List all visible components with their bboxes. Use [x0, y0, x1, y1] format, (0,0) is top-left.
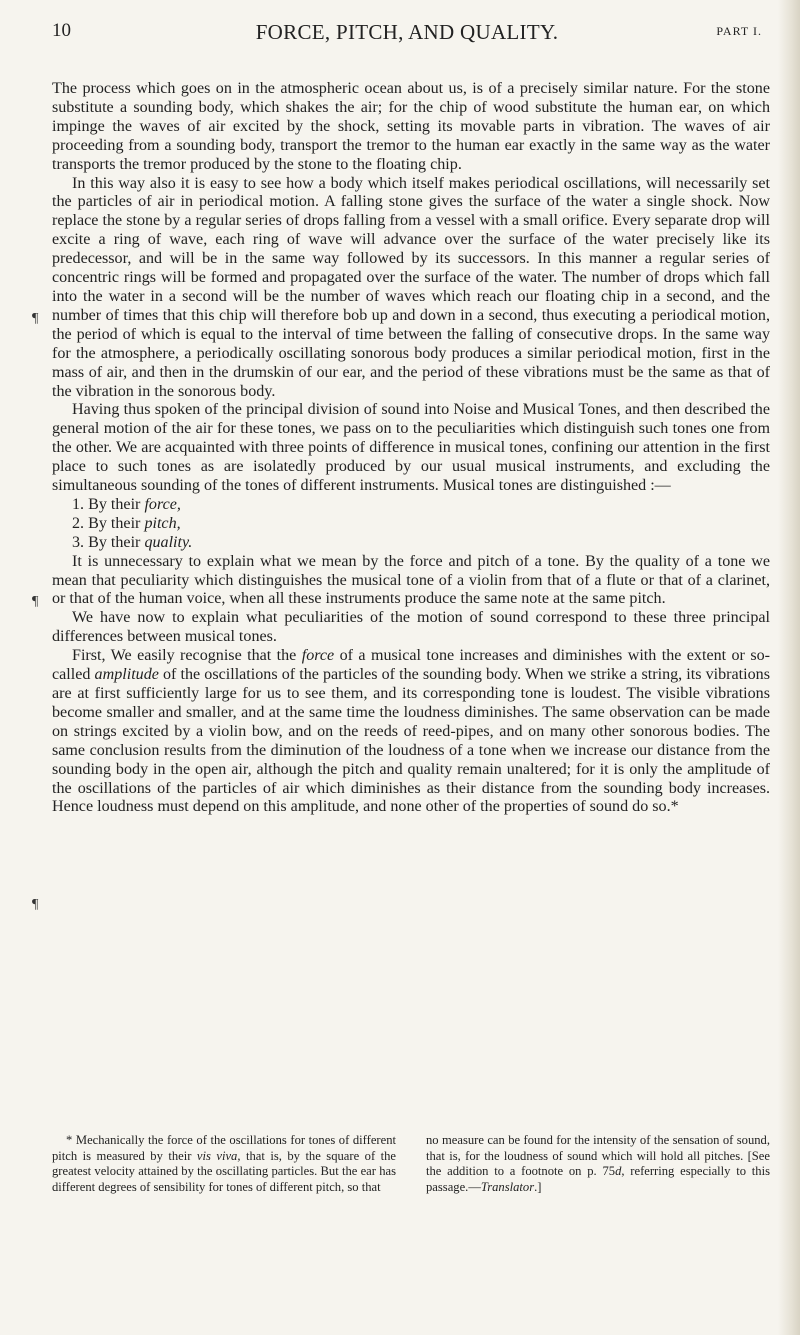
text-run: First, We easily recognise that the — [72, 647, 302, 665]
text-run: that is, by the square of the greatest velocity attained by the oscillating particles. But the ear has different degrees of sensibility for tones of different pitch, so that — [52, 1148, 397, 1194]
footnote — [52, 1133, 396, 1195]
margin-marker: ¶ — [32, 897, 39, 912]
text-run: no measure can be found for the intensity of the sensation of sound, that is, for the loudness of sound which will hold all pitches. [See the addition to a footnote on p. 75 — [426, 1133, 770, 1179]
text-run: .] — [534, 1179, 542, 1194]
paragraph: In this way also it is easy to see how a body which itself makes periodical oscillations, will necessarily set the particles of air in periodical motion. A falling stone gives the surface of the water a single shock. Now replace the stone by a regular series of drops falling from a vessel with a small orifice. Every separate drop will excite a ring of wave, each ring of wave will advance over the surface of the water precisely like its predecessor, and will be in the same way followed by its successors. In this manner a regular series of concentric rings will be formed and propagated over the surface of the water. The number of drops which fall into the water in a second will be the number of waves which reach our floating chip in a second, and the number of times that this chip will therefore bob up and down in a second, thus executing a periodical motion, the period of which is equal to the interval of time between the falling of consecutive drops. In the same way for the atmosphere, a periodically oscillating sonorous body produces a similar periodical motion, first in the mass of air, and then in the drumskin of our ear, and the period of these vibrations must be the same as that of the vibration in the sonorous body. — [52, 174, 770, 400]
list-text: By their — [88, 533, 145, 551]
page-header — [52, 20, 762, 50]
text-run: * Mechanically the force of the oscillations for tones of different pitch is measured by their — [52, 1133, 396, 1163]
footnotes — [52, 1133, 770, 1195]
list-text: By their — [88, 495, 145, 513]
list-number: 3. — [72, 533, 85, 551]
text-run: , referring especially to this passage.— — [426, 1164, 770, 1194]
list-number: 1. — [72, 495, 85, 513]
emphasis: d — [615, 1164, 622, 1179]
page-number: 10 — [52, 20, 71, 41]
list-item — [52, 496, 770, 515]
page-edge-shadow — [778, 0, 800, 1335]
emphasis: force — [301, 647, 335, 665]
margin-marker: ¶ — [32, 594, 39, 609]
footnote-column-left — [52, 1133, 396, 1195]
list-item — [52, 534, 770, 553]
footnote-column-right — [426, 1133, 770, 1195]
footnote-continuation — [426, 1133, 770, 1195]
paragraph: We have now to explain what peculiarities of the motion of sound correspond to these three principal differences between musical tones. — [52, 609, 770, 646]
paragraph: The process which goes on in the atmospheric ocean about us, is of a precisely similar nature. For the stone substitute a sounding body, which shakes the air; for the chip of wood substitute the human ear, on which impinge the waves of air excited by the shock, setting its movable parts in vibration. The waves of air proceeding from a sounding body, transport the tremor to the human ear exactly in the same way as the water transports the tremor produced by the stone to the floating chip. — [52, 80, 770, 173]
text-run: of the oscillations of the particles of the sounding body. When we strike a string, its vibrations are at first sufficiently large for us to see them, and its corresponding tone is loudest. The visible vibrations become smaller and smaller, and at the same time the loudness diminishes. The same observation can be made on strings excited by a violin bow, and on the reeds of reed-pipes, and on many other sonorous bodies. The same conclusion results from the diminution of the loudness of a tone when we increase our distance from the sounding body in the open air, although the pitch and quality remain unaltered; for it is only the amplitude of the oscillations of the particles of air which diminishes as their distance from the sounding body increases. Hence loudness must depend on this amplitude, and none other of the properties of sound do so.* — [52, 666, 770, 816]
list-term: force, — [144, 495, 181, 513]
text-run: of a musical tone increases and diminishes with the extent or so-called — [52, 647, 770, 684]
running-title: FORCE, PITCH, AND QUALITY. — [255, 20, 559, 44]
body-text — [52, 80, 770, 817]
part-label: PART I. — [716, 24, 762, 38]
list-item — [52, 515, 770, 534]
paragraph: It is unnecessary to explain what we mean by the force and pitch of a tone. By the quality of a tone we mean that peculiarity which distinguishes the musical tone of a violin from that of a flute or that of a clarinet, or that of the human voice, when all these instruments produce the same note at the same pitch. — [52, 552, 770, 608]
emphasis: vis viva, — [196, 1148, 241, 1163]
emphasis: amplitude — [94, 666, 159, 684]
list-term: quality. — [144, 533, 193, 551]
emphasis: Translator — [480, 1179, 535, 1194]
paragraph: Having thus spoken of the principal division of sound into Noise and Musical Tones, and then described the general motion of the air for these tones, we pass on to the peculiarities which distinguish such tones one from the other. We are acquainted with three points of difference in musical tones, confining our attention in the first place to such tones as are isolatedly produced by our usual musical instruments, and excluding the simultaneous sounding of the tones of different instruments. Musical tones are distinguished :— — [52, 401, 770, 495]
list-text: By their — [88, 514, 145, 532]
list-number: 2. — [72, 514, 85, 532]
paragraph — [52, 647, 770, 817]
list-term: pitch, — [144, 514, 181, 532]
margin-marker: ¶ — [32, 311, 39, 326]
